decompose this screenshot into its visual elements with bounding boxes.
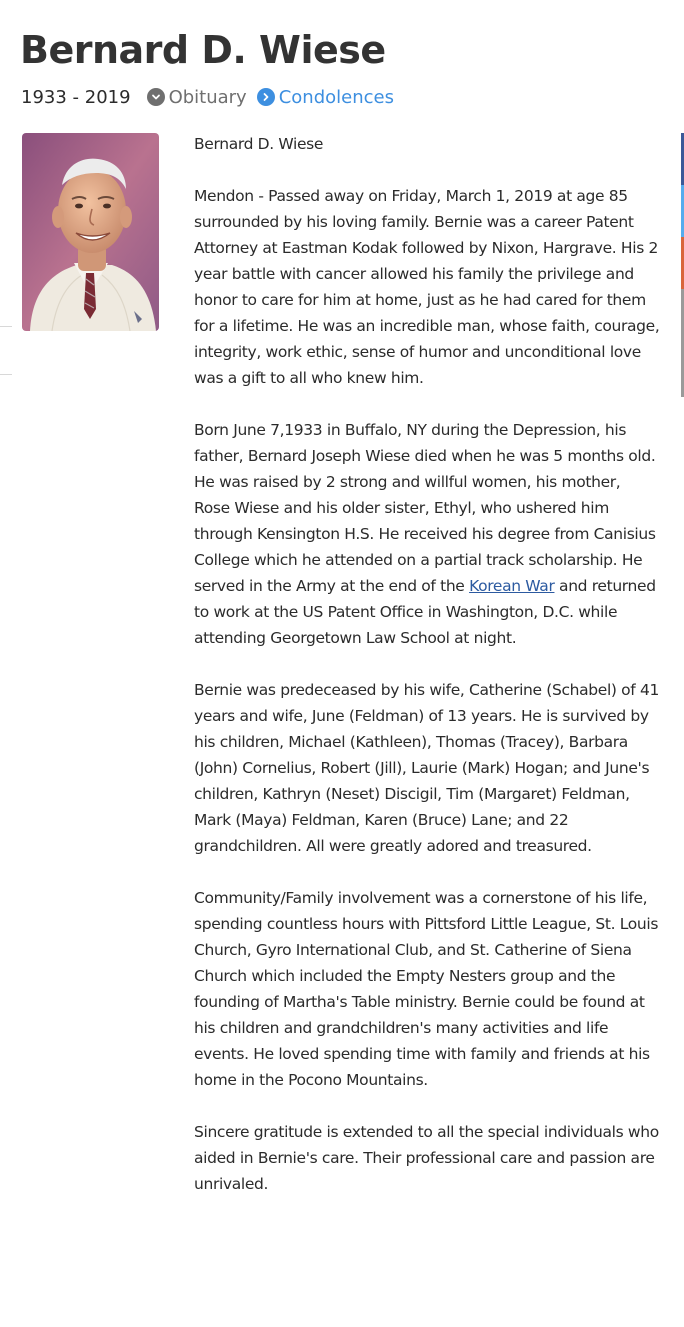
portrait-photo [22,133,159,331]
tab-obituary[interactable] [147,87,247,108]
paragraph-text: and returned to work at the US Patent Office in Washington, D.C. while attending Georgetown Law School at night. [194,577,656,647]
obituary-paragraph: Community/Family involvement was a cornerstone of his life, spending countless hours with Pittsford Little League, St. Louis Church, Gyro International Club, and St. Catherine of Siena Church which included the Empty Nesters group and the founding of Martha's Table ministry. Bernie could be found at his children and grandchildren's many activities and life events. He loved spending time with family and friends at his home in the Pocono Mountains. [194,889,659,1089]
obituary-subnav [21,84,404,110]
korean-war-link[interactable]: Korean War [469,577,555,595]
tab-condolences-label: Condolences [278,86,394,108]
chevron-right-circle-icon [257,88,275,106]
divider [0,326,12,327]
tab-obituary-label: Obituary [168,86,247,108]
life-years: 1933 - 2019 [21,86,131,108]
page-title: Bernard D. Wiese [20,28,386,72]
tab-condolences[interactable] [257,87,394,108]
obituary-paragraph: Mendon - Passed away on Friday, March 1, 2019 at age 85 surrounded by his loving family. Bernie was a career Patent Attorney at Eastman Kodak followed by Nixon, Hargrave. His 2 year battle with cancer allowed his family the privilege and honor to care for him at home, just as he had cared for them for a lifetime. He was an incredible man, whose faith, courage, integrity, work ethic, sense of humor and unconditional love was a gift to all who knew him. [194,187,660,387]
obituary-text [194,131,660,1223]
paragraph-text: Born June 7,1933 in Buffalo, NY during the Depression, his father, Bernard Joseph Wiese died when he was 5 months old. He was raised by 2 strong and willful women, his mother, Rose Wiese and his older sister, Ethyl, who ushered him through Kensington H.S. He received his degree from Canisius College which he attended on a partial track scholarship. He served in the Army at the end of the [194,421,656,595]
divider [0,374,12,375]
chevron-down-circle-icon [147,88,165,106]
obituary-paragraph: Sincere gratitude is extended to all the special individuals who aided in Bernie's care. Their professional care and passion are unrivaled. [194,1123,659,1193]
obituary-paragraph: Bernie was predeceased by his wife, Catherine (Schabel) of 41 years and wife, June (Feldman) of 13 years. He is survived by his children, Michael (Kathleen), Thomas (Tracey), Barbara (John) Cornelius, Robert (Jill), Laurie (Mark) Hogan; and June's children, Kathryn (Neset) Discigil, Tim (Margaret) Feldman, Mark (Maya) Feldman, Karen (Bruce) Lane; and 22 grandchildren. All were greatly adored and treasured. [194,681,660,855]
obituary-paragraph [194,417,660,651]
obituary-paragraph: Bernard D. Wiese [194,135,324,153]
